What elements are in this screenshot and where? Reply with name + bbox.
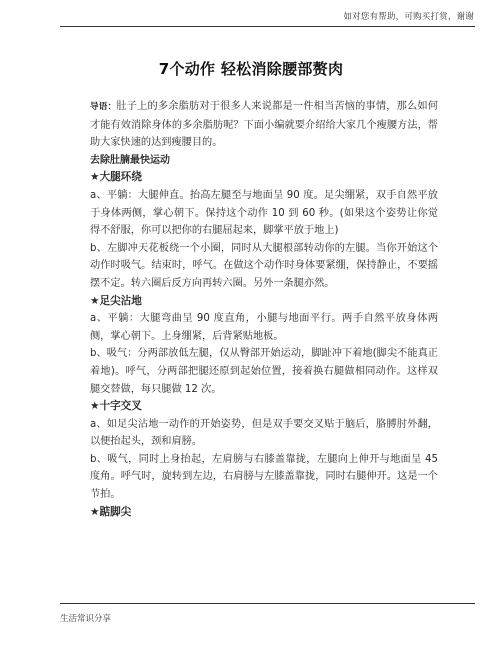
move-step: a、平躺：大腿弯曲呈 90 度直角，小腿与地面平行。两手自然平放身体两侧，掌心朝下。上身绷紧，后背紧贴地板。 bbox=[90, 313, 438, 342]
move-step: b、吸气：分两部放低左腿，仅从臀部开始运动，脚趾冲下着地(脚尖不能真正着地)。呼气，分两部把腿还原到起始位置，接着换右腿做相同动作。这样双腿交替做，每只腿做 12 次。 bbox=[90, 348, 438, 395]
move-step: a、如足尖沾地一动作的开始姿势，但是双手要交叉贴于脑后，胳膊肘外翻，以便抬起头，颈和肩膀。 bbox=[90, 418, 438, 448]
move-step: a、平躺：大腿伸直。抬高左腿至与地面呈 90 度。足尖绷紧，双手自然平放于身体两侧，掌心朝下。保持这个动作 10 到 60 秒。(如果这个姿势让你觉得不舒服，你可以把你的右腿屈起来，脚掌平放于地上) bbox=[90, 189, 438, 237]
move-title-cross: ★十字交叉 bbox=[90, 400, 142, 413]
move-title-tiptoe: ★踮脚尖 bbox=[90, 505, 132, 518]
move-title-thigh-circle: ★大腿环绕 bbox=[90, 171, 142, 184]
move-title-toe-touch: ★足尖沾地 bbox=[90, 294, 142, 307]
move-step: b、吸气，同时上身抬起，左肩膀与右膝盖靠拢，左腿向上伸开与地面呈 45 度角。呼气时，旋转到左边，右肩膀与左膝盖靠拢，同时右腿伸开。这是一个节拍。 bbox=[90, 453, 438, 501]
header-divider bbox=[60, 26, 475, 27]
document-body bbox=[90, 98, 438, 521]
footer-divider bbox=[60, 603, 475, 604]
page-title: 7个动作 轻松消除腰部赘肉 bbox=[158, 60, 344, 78]
footer-note: 生活常识分享 bbox=[60, 614, 112, 624]
intro-paragraph bbox=[90, 98, 438, 152]
move-step: b、左脚冲天花板绕一个小圈，同时从大腿根部转动你的左腿。当你开始这个动作时吸气。结束时，呼气。在做这个动作时身体要紧绷，保持静止，不要摇摆不定。转六圈后反方向再转六圈。另外一条腿亦然。 bbox=[90, 242, 438, 289]
section-heading: 去除肚腩最快运动 bbox=[90, 154, 170, 166]
intro-text: 肚子上的多余脂肪对于很多人来说都是一件相当苦恼的事情，那么如何才能有效消除身体的多余脂肪呢？下面小编就要介绍给大家几个瘦腰方法，帮助大家快速的达到瘦腰目的。 bbox=[90, 101, 438, 149]
intro-label: 导语： bbox=[90, 102, 117, 112]
header-note: 如对您有帮助，可购买打赏，谢谢 bbox=[343, 12, 474, 22]
